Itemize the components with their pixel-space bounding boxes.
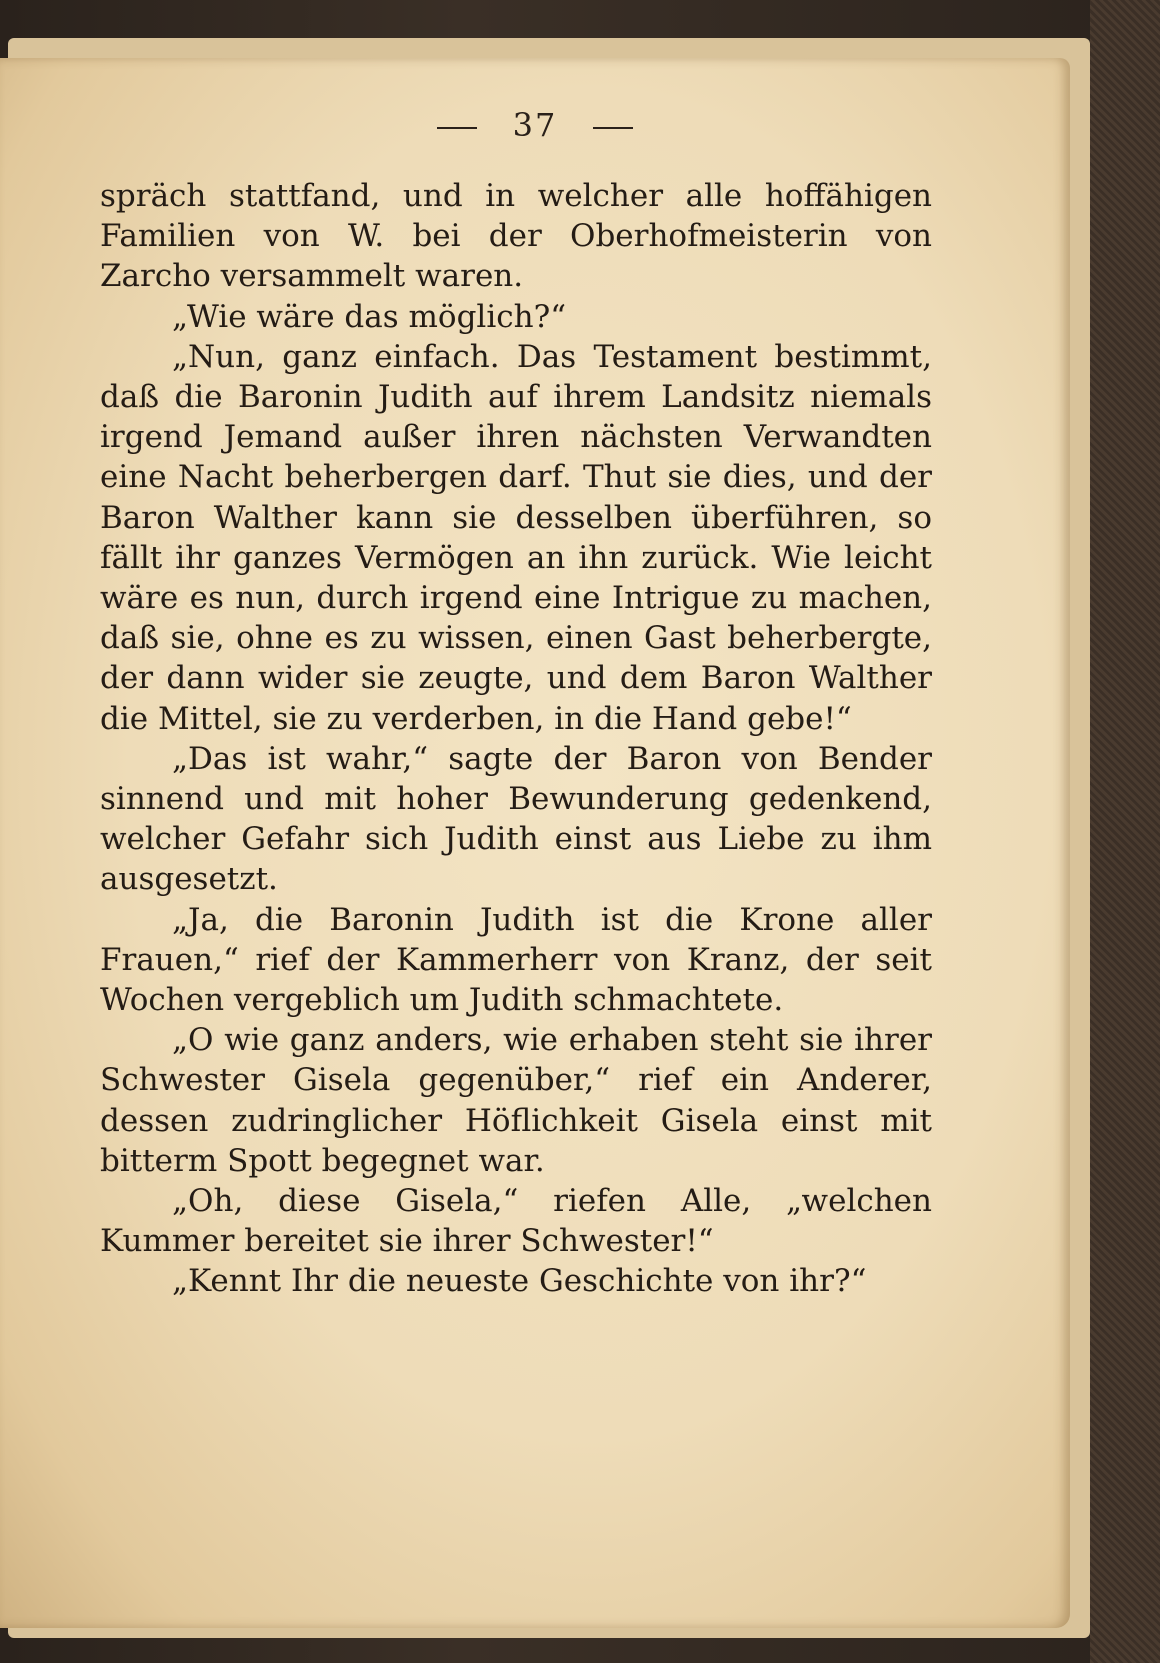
left-dash: [437, 127, 477, 129]
paragraph: „Nun, ganz einfach. Das Testament bestimmt, daß die Baronin Judith auf ihrem Landsitz niemals irgend Jemand außer ihren nächsten Verwandten eine Nacht beherbergen darf. Thut sie dies, und der Baron Walther kann sie desselben überführen, so fällt ihr ganzes Vermögen an ihn zurück. Wie leicht wäre es nun, durch irgend eine Intrigue zu machen, daß sie, ohne es zu wissen, einen Gast beherbergte, der dann wider sie zeugte, und dem Baron Walther die Mittel, sie zu verderben, in die Hand gebe!“: [100, 338, 932, 737]
page-number: 37: [512, 106, 558, 144]
paragraph: „Oh, diese Gisela,“ riefen Alle, „welchen Kummer bereitet sie ihrer Schwester!“: [100, 1183, 932, 1260]
book-spine-edge: [1090, 0, 1160, 1663]
body-text: [100, 176, 932, 1302]
paragraph: „Wie wäre das möglich?“: [172, 298, 567, 335]
paragraph: „O wie ganz anders, wie erhaben steht sie ihrer Schwester Gisela gegenüber,“ rief ein Anderer, dessen zudringlicher Höflichkeit Gisela einst mit bitterm Spott begegnet war.: [100, 1022, 932, 1179]
page-header: [0, 106, 1070, 144]
paragraph: spräch stattfand, und in welcher alle hoffähigen Familien von W. bei der Oberhofmeisterin von Zarcho versammelt waren.: [100, 178, 932, 295]
paragraph: „Das ist wahr,“ sagte der Baron von Bender sinnend und mit hoher Bewunderung gedenkend, welcher Gefahr sich Judith einst aus Liebe zu ihm ausgesetzt.: [100, 740, 932, 898]
right-dash: [593, 127, 633, 129]
paragraph: „Ja, die Baronin Judith ist die Krone aller Frauen,“ rief der Kammerherr von Kranz, der seit Wochen vergeblich um Judith schmachtete.: [100, 901, 932, 1019]
paragraph: „Kennt Ihr die neueste Geschichte von ihr?“: [172, 1263, 867, 1300]
book-page: [0, 58, 1070, 1628]
